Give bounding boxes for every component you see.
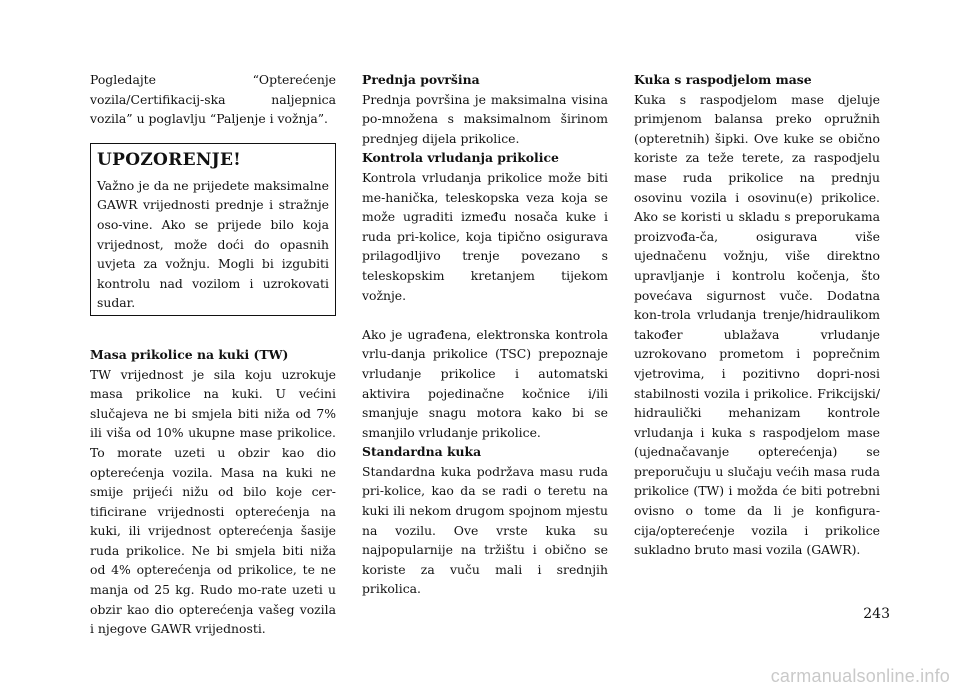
intro-paragraph: Pogledajte “Opterećenje vozila/Certifikacij-ska naljepnica vozila” u poglavlju “Paljenje i vožnja”. bbox=[90, 72, 336, 127]
frontal-area-text: Prednja površina je maksimalna visina po-množena s maksimalnom širinom prednjeg dijela prikolice. bbox=[362, 91, 608, 146]
warning-box bbox=[90, 143, 336, 316]
warning-title: UPOZORENJE! bbox=[97, 149, 242, 170]
column-left bbox=[90, 70, 336, 639]
standard-hitch-text: Standardna kuka podržava masu ruda pri-kolice, kao da se radi o teretu na kuki ili nekom drugom spojnom mjestu na vozilu. Ove vrste kuka su najpopularnije na tržištu i obično se koriste za vuču mali i srednjih prikolica. bbox=[362, 463, 608, 597]
column-right bbox=[634, 70, 880, 560]
tongue-weight-heading: Masa prikolice na kuki (TW) bbox=[90, 346, 289, 362]
frontal-area-heading: Prednja površina bbox=[362, 72, 480, 87]
watermark: carmanualsonline.info bbox=[770, 666, 950, 686]
sway-control-text: Kontrola vrludanja prikolice može biti me-hanička, teleskopska veza koja se može ugraditi između nosača kuke i ruda pri-kolice, koja tipično osigurava prilagodljivo trenje povezano s teleskopskim kretanjem tijekom vožnje. bbox=[362, 169, 608, 303]
column-middle bbox=[362, 70, 608, 599]
standard-hitch-heading: Standardna kuka bbox=[362, 444, 482, 460]
warning-text: Važno je da ne prijedete maksimalne GAWR vrijednosti prednje i stražnje oso-vine. Ako se prijede bilo koja vrijednost, može doći do opasnih uvjeta za vožnju. Mogli bi izgubiti kontrolu nad vozilom i uzrokovati sudar. bbox=[97, 177, 329, 311]
page-number: 243 bbox=[863, 606, 890, 622]
sway-control-heading: Kontrola vrludanja prikolice bbox=[362, 150, 559, 166]
tsc-text: Ako je ugrađena, elektronska kontrola vrlu-danja prikolice (TSC) prepoznaje vrludanje prikolice i automatski aktivira pojedinačne kočnice i/ili smanjuje snagu motora kako bi se smanjilo vrludanje prikolice. bbox=[362, 326, 608, 440]
tongue-weight-text: TW vrijednost je sila koju uzrokuje masa prikolice na kuki. U većini slučajeva ne bi smjela biti niža od 7% ili viša od 10% ukupne mase prikolice. To morate uzeti u obzir kao dio opterećenja vozila. Masa na kuki ne smije prijeći nižu od bilo koje cer-tificirane vrijednosti opterećenja na kuki, ili vrijednost opterećenja šasije ruda prikolice. Ne bi smjela biti niža od 4% opterećenja od prikolice, te ne manja od 25 kg. Rudo mo-rate uzeti u obzir kao dio opterećenja vašeg vozila i njegove GAWR vrijednosti. bbox=[90, 366, 336, 637]
weight-distributing-hitch-heading: Kuka s raspodjelom mase bbox=[634, 72, 812, 87]
weight-distributing-hitch-text: Kuka s raspodjelom mase djeluje primjenom balansa preko opružnih (opteretnih) šipki. Ove kuke se obično koriste za teže terete, za raspodjelu mase ruda prikolice na prednju osovinu vozila i osovinu(e) prikolice. Ako se koristi u skladu s preporukama proizvođa-ča, osigurava više ujednačenu vožnju, više direktno upravljanje i kontrolu kočenja, što povećava sigurnost vuče. Dodatna kon-trola vrludanja trenje/hidraulikom također ublažava vrludanje uzrokovano prometom i poprečnim vjetrovima, i pozitivno dopri-nosi stabilnosti vozila i prikolice. Frikcijski/ hidraulički mehanizam kontrole vrludanja i kuka s raspodjelom mase (ujednačavanje opterećenja) se preporučuju u slučaju većih masa ruda prikolice (TW) i možda će biti potrebni ovisno o tome da li je konfigura-cija/opterećenje vozila i prikolice sukladno bruto masi vozila (GAWR). bbox=[634, 91, 880, 558]
